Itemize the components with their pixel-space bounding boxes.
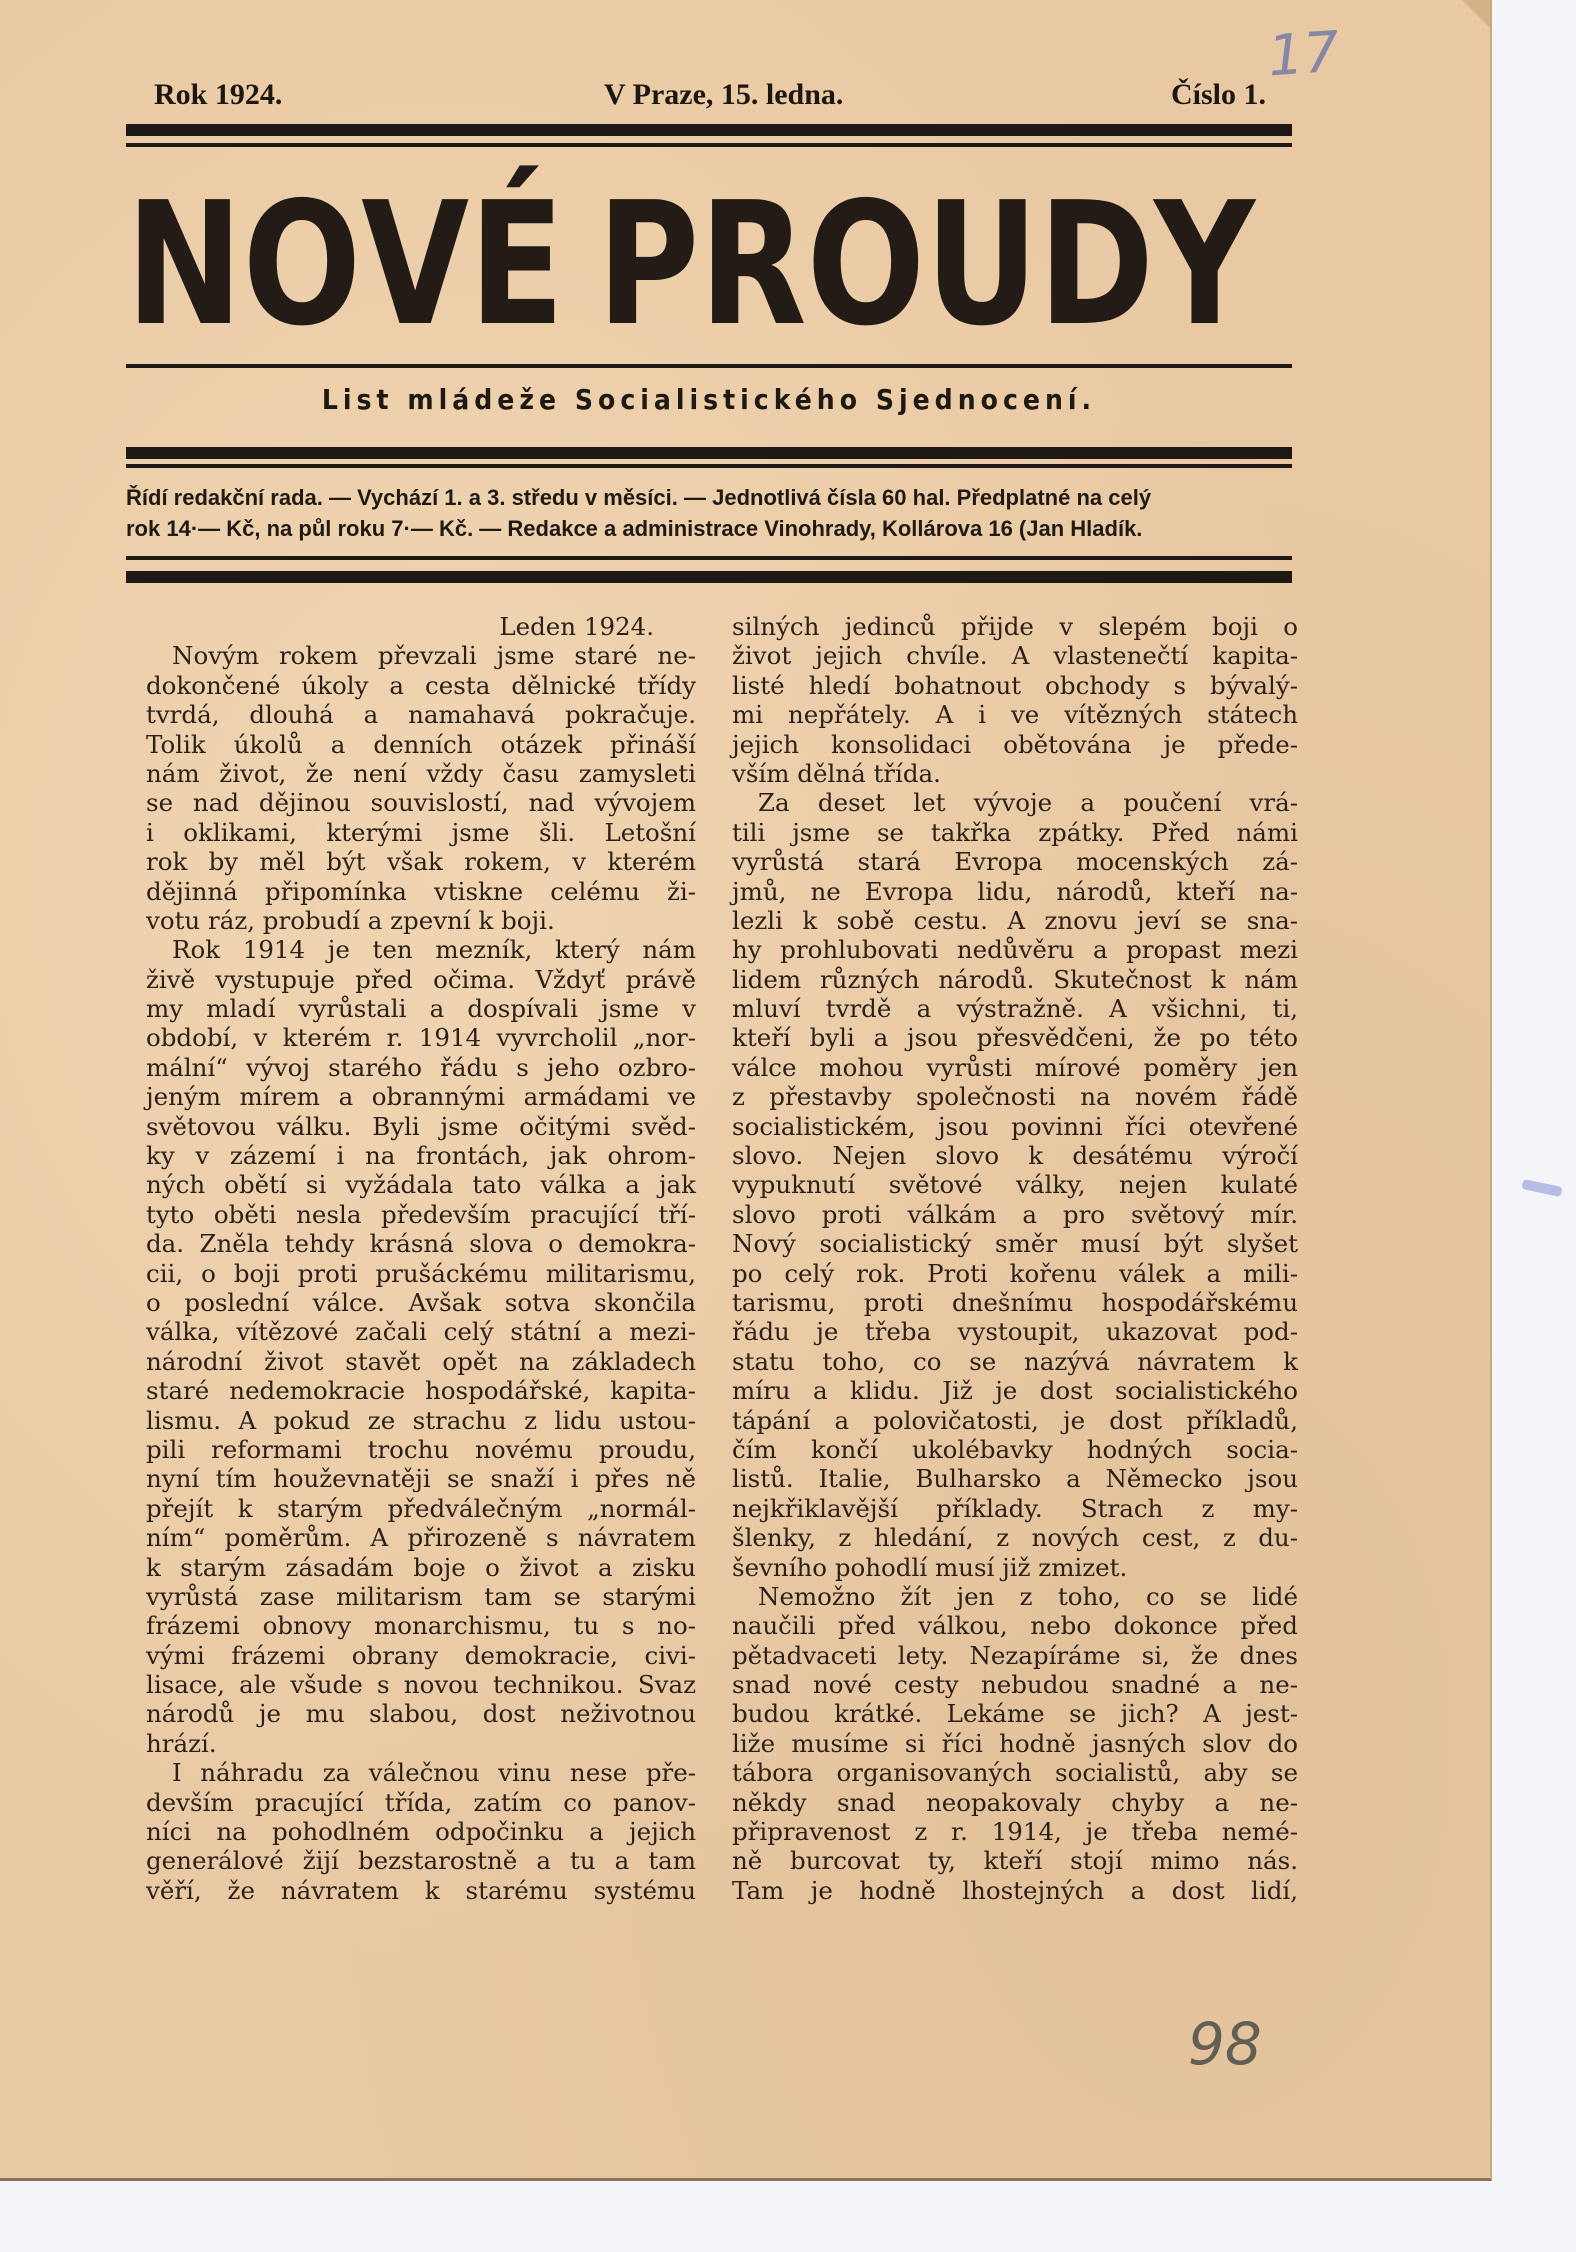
article-line: ním“ poměrům. A přirozeně s návratem (146, 1523, 696, 1553)
article-line: dokončené úkoly a cesta dělnické třídy (146, 670, 696, 700)
article-line: vypuknutí světové války, nejen kulaté (732, 1170, 1298, 1200)
newspaper-subtitle: List mládeže Socialistického Sjednocení. (321, 383, 1097, 416)
article-line: tvrdá, dlouhá a namahavá pokračuje. (146, 700, 696, 730)
article-line: slovo proti válkám a pro světový mír. (732, 1199, 1298, 1229)
article-line: lisace, ale všude s novou technikou. Svaz (146, 1670, 696, 1700)
article-line: tyto oběti nesla především pracující tří- (146, 1199, 696, 1229)
article-line: ševního pohodlí musí již zmizet. (732, 1552, 1128, 1582)
article-line: tili jsme se takřka zpátky. Před námi (732, 817, 1298, 847)
rule-divider (126, 556, 1292, 560)
article-line: rok by měl být však rokem, v kterém (146, 847, 696, 877)
article-line: lezli k sobě cestu. A znovu jeví se sna- (732, 905, 1298, 935)
article-line: nám život, že není vždy času zamysleti (146, 758, 696, 788)
article-line: věří, že návratem k starému systému (146, 1875, 696, 1905)
article-line: cii, o boji proti prušáckému militarismu, (146, 1258, 696, 1288)
article-line: období, v kterém r. 1914 vyvrcholil „nor- (146, 1023, 696, 1053)
title-text (126, 166, 1255, 364)
article-line: Nemožno žít jen z toho, co se lidé (758, 1581, 1298, 1611)
article-line: světovou válku. Byli jsme očitými svěd- (146, 1111, 696, 1141)
article-line: hy prohlubovati nedůvěru a propast mezi (732, 935, 1298, 965)
article-line: my mladí vyrůstali a dospívali jsme v (146, 994, 696, 1024)
article-line: řádu je třeba vystoupit, ukazovat pod- (732, 1317, 1298, 1347)
article-line: budou krátké. Lekáme se jich? A jest- (732, 1699, 1298, 1729)
issue-number-label: Číslo 1. (1170, 78, 1266, 111)
rule-divider (126, 364, 1292, 368)
rule-divider (126, 447, 1292, 459)
newspaper-title (126, 160, 1256, 370)
place-date-label: V Praze, 15. ledna. (604, 78, 844, 111)
article-dateline: Leden 1924. (499, 612, 654, 641)
article-line: přejít k starým předválečným „normál- (146, 1493, 696, 1523)
article-line: jeným mírem a obrannými armádami ve (146, 1082, 696, 1112)
article-line: nejkřiklavější příklady. Strach z my- (732, 1493, 1298, 1523)
article-line: dějinná připomínka vtiskne celému ži- (146, 876, 696, 906)
title-letter: R (699, 166, 807, 364)
publication-info-line-1: Řídí redakční rada. — Vychází 1. a 3. středu v měsíci. — Jednotlivá čísla 60 hal. Předplatné na celý (126, 485, 1152, 510)
article-line: lidem různých národů. Skutečnost k nám (732, 964, 1298, 994)
article-line: frázemi obnovy monarchismu, tu s no- (146, 1611, 696, 1641)
title-letter: D (1038, 166, 1155, 364)
article-line: Nový socialistický směr musí být slyšet (732, 1229, 1298, 1259)
rule-divider (126, 124, 1292, 136)
article-line: nyní tím houževnatěji se snaží i přes ně (146, 1464, 696, 1494)
title-letter: O (806, 166, 926, 364)
pencil-annotation-bottom: 98 (1188, 2010, 1262, 2078)
publication-info-line-2: rok 14·— Kč, na půl roku 7·— Kč. — Redakce a administrace Vinohrady, Kollárova 16 (Jan Hladík. (126, 516, 1143, 541)
article-line: vším dělná třída. (732, 758, 941, 788)
article-line: Tolik úkolů a denních otázek přináší (146, 729, 696, 759)
article-line: generálové žijí bezstarostně a tu a tam (146, 1846, 696, 1876)
article-line: čím končí ukolébavky hodných socia- (732, 1434, 1298, 1464)
article-line: se nad dějinou souvislostí, nad vývojem (146, 788, 696, 818)
article-line: liže musíme si říci hodně jasných slov do (732, 1728, 1298, 1758)
article-line: pětadvaceti lety. Nezapíráme si, že dnes (732, 1640, 1298, 1670)
article-line: mluví tvrdě a výstražně. A všichni, ti, (732, 994, 1298, 1024)
article-line: listé hledí bohatnout obchody s bývalý- (732, 670, 1298, 700)
article-line: vými frázemi obrany demokracie, civi- (146, 1640, 696, 1670)
article-line: socialistickém, jsou povinni říci otevřené (732, 1111, 1298, 1141)
article-line: hrází. (146, 1728, 217, 1758)
article-line: vyrůstá zase militarism tam se starými (146, 1581, 696, 1611)
article-line: pili reformami trochu novému proudu, (146, 1434, 696, 1464)
article-line: živě vystupuje před očima. Vždyť právě (146, 964, 696, 994)
article-line: mi nepřátely. A i ve vítězných státech (732, 700, 1298, 730)
title-space (564, 166, 597, 364)
article-line: staré nedemokracie hospodářské, kapita- (146, 1376, 696, 1406)
article-line: votu ráz, probudí a zpevní k boji. (146, 905, 555, 935)
article-line: národů je mu slabou, dost neživotnou (146, 1699, 696, 1729)
title-letter: N (126, 166, 243, 364)
article-line: k starým zásadám boje o život a zisku (146, 1552, 696, 1582)
article-line: naučili před válkou, nebo dokonce před (732, 1611, 1298, 1641)
ink-mark (1521, 1179, 1562, 1197)
article-line: ných obětí si vyžádala tato válka a jak (146, 1170, 696, 1200)
article-line: národní život stavět opět na základech (146, 1346, 696, 1376)
rule-divider (126, 143, 1292, 147)
article-line: válka, vítězové začali celý státní a mezi- (146, 1317, 696, 1347)
article-line: vyrůstá stará Evropa mocenských zá- (732, 847, 1298, 877)
article-column-left (146, 612, 696, 1905)
article-line: o poslední válce. Avšak sotva skončila (146, 1287, 696, 1317)
article-column-right (732, 612, 1298, 1905)
title-letter: O (242, 166, 362, 364)
article-line: lismu. A pokud ze strachu z lidu ustou- (146, 1405, 696, 1435)
article-line: připravenost z r. 1914, je třeba nemé- (732, 1817, 1298, 1847)
article-line: silných jedinců přijde v slepém boji o (732, 612, 1298, 641)
article-line: snad nové cesty nebudou snadné a ne- (732, 1670, 1298, 1700)
title-letter: É (469, 166, 565, 364)
article-line: míru a klidu. Již je dost socialistického (732, 1376, 1298, 1406)
article-line: Rok 1914 je ten mezník, který nám (172, 935, 696, 965)
article-line: z přestavby společnosti na novém řádě (732, 1082, 1298, 1112)
article-line: I náhradu za válečnou vinu nese pře- (172, 1758, 696, 1788)
article-line: listů. Italie, Bulharsko a Německo jsou (732, 1464, 1298, 1494)
year-label: Rok 1924. (154, 78, 283, 111)
article-line: níci na pohodlném odpočinku a jejich (146, 1817, 696, 1847)
article-line: ně burcovat ty, kteří stojí mimo nás. (732, 1846, 1298, 1876)
article-line: da. Zněla tehdy krásná slova o demokra- (146, 1229, 696, 1259)
article-line: tápání a polovičatosti, je dost příkladů, (732, 1405, 1298, 1435)
article-line: devším pracující třída, zatím co panov- (146, 1787, 696, 1817)
title-letter: V (361, 166, 470, 364)
article-line: válce mohou vyrůsti mírové poměry jen (732, 1052, 1298, 1082)
article-line: slovo. Nejen slovo k desátému výročí (732, 1141, 1298, 1171)
pencil-annotation-top: 17 (1265, 19, 1342, 90)
title-letter: P (597, 166, 700, 364)
article-line: život jejich chvíle. A vlastenečtí kapita- (732, 641, 1298, 671)
article-line: šlenky, z hledání, z nových cest, z du- (732, 1523, 1298, 1553)
article-line: někdy snad neopakovaly chyby a ne- (732, 1787, 1298, 1817)
article-line: Novým rokem převzali jsme staré ne- (172, 641, 696, 671)
article-line: ky v zázemí i na frontách, jak ohrom- (146, 1141, 696, 1171)
rule-divider (126, 464, 1292, 468)
article-line: Tam je hodně lhostejných a dost lidí, (732, 1875, 1298, 1905)
title-letter: U (925, 166, 1039, 364)
article-line: statu toho, co se nazývá návratem k (732, 1346, 1298, 1376)
title-letter: Y (1154, 166, 1256, 364)
article-line: Za deset let vývoje a poučení vrá- (758, 788, 1298, 818)
rule-divider (126, 571, 1292, 583)
article-line: i oklikami, kterými jsme šli. Letošní (146, 817, 696, 847)
masthead-top-line (126, 78, 1292, 114)
article-line: kteří byli a jsou přesvědčeni, že po této (732, 1023, 1298, 1053)
article-line: po celý rok. Proti kořenu válek a mili- (732, 1258, 1298, 1288)
article-line: tarismu, proti dnešnímu hospodářskému (732, 1287, 1298, 1317)
folded-corner (1462, 0, 1490, 28)
article-line: tábora organisovaných socialistů, aby se (732, 1758, 1298, 1788)
article-line: jejich konsolidaci obětována je přede- (732, 729, 1298, 759)
article-line: mální“ vývoj starého řádu s jeho ozbro- (146, 1052, 696, 1082)
article-line: jmů, ne Evropa lidu, národů, kteří na- (732, 876, 1298, 906)
